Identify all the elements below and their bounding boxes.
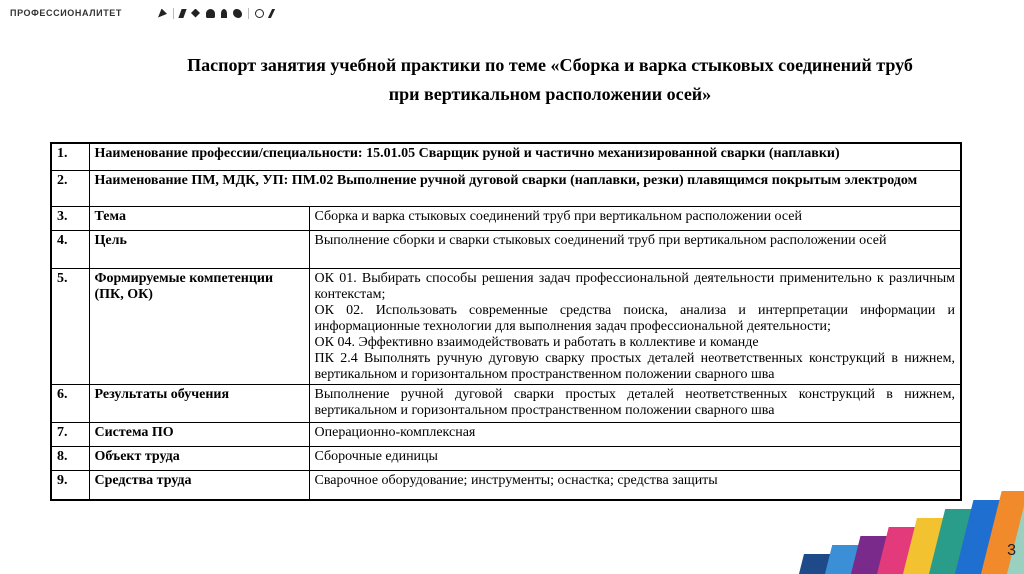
logo-icons xyxy=(158,8,273,19)
row-value: Сварочное оборудование; инструменты; оснастка; средства защиты xyxy=(309,470,961,500)
diamond-mark-icon xyxy=(191,9,200,18)
title-line-1: Паспорт занятия учебной практики по теме «Сборка и варка стыковых соединений труб xyxy=(187,55,913,75)
row-number: 3. xyxy=(51,206,89,230)
row-number: 9. xyxy=(51,470,89,500)
row-label: Формируемые компетенции (ПК, ОК) xyxy=(89,268,309,384)
row-value: Выполнение сборки и сварки стыковых соединений труб при вертикальном расположении осей xyxy=(309,230,961,268)
decorative-stripes xyxy=(784,464,1024,574)
row-label: Цель xyxy=(89,230,309,268)
competencies-list xyxy=(309,268,961,384)
passport-table xyxy=(50,142,962,501)
table-row xyxy=(51,268,961,384)
row-number: 5. xyxy=(51,268,89,384)
shield-mark-icon xyxy=(206,9,215,18)
table-row xyxy=(51,206,961,230)
chevron-mark-icon xyxy=(158,9,167,18)
title-line-2: при вертикальном расположении осей» xyxy=(388,84,712,104)
row-label: Средства труда xyxy=(89,470,309,500)
table-row xyxy=(51,170,961,206)
table-row xyxy=(51,422,961,446)
row-value: Операционно-комплексная xyxy=(309,422,961,446)
bell-mark-icon xyxy=(221,9,227,18)
competency-item: ОК 04. Эффективно взаимодействовать и работать в коллективе и команде xyxy=(314,334,759,350)
row-label: Объект труда xyxy=(89,446,309,470)
brand-name: ПРОФЕССИОНАЛИТЕТ xyxy=(10,8,122,18)
competency-item: ОК 01. Выбирать способы решения задач профессиональной деятельности применительно к различным контекстам; xyxy=(314,270,955,302)
row-number: 2. xyxy=(51,170,89,206)
row-label: Тема xyxy=(89,206,309,230)
row-number: 6. xyxy=(51,384,89,422)
slash-mark-icon xyxy=(178,9,186,18)
row-label: Наименование ПМ, МДК, УП: ПМ.02 Выполнение ручной дуговой сварки (наплавки, резки) плавящимся покрытым электродом xyxy=(89,170,961,206)
table-row xyxy=(51,384,961,422)
row-label: Система ПО xyxy=(89,422,309,446)
table-row xyxy=(51,230,961,268)
row-number: 4. xyxy=(51,230,89,268)
top-bar xyxy=(10,6,273,20)
page-number: 3 xyxy=(1007,542,1016,559)
divider xyxy=(173,8,174,19)
leaf-mark-icon xyxy=(233,9,242,18)
competency-item: ОК 02. Использовать современные средства поиска, анализа и интерпретации информации и информационные технологии для выполнения задач профессиональной деятельности; xyxy=(314,302,955,334)
row-number: 1. xyxy=(51,143,89,170)
row-number: 8. xyxy=(51,446,89,470)
divider xyxy=(248,8,249,19)
row-label: Наименование профессии/специальности: 15.01.05 Сварщик руной и частично механизированной сварки (наплавки) xyxy=(89,143,961,170)
competency-item: ПК 2.4 Выполнять ручную дуговую сварку простых деталей неответственных конструкций в нижнем, вертикальном и горизонтальном пространственном положении сварного шва xyxy=(314,350,955,382)
row-label: Результаты обучения xyxy=(89,384,309,422)
table-row xyxy=(51,143,961,170)
row-number: 7. xyxy=(51,422,89,446)
ring-mark-icon xyxy=(255,9,264,18)
stroke-mark-icon xyxy=(268,9,275,18)
row-value: Выполнение ручной дуговой сварки простых деталей неответственных конструкций в нижнем, вертикальном и горизонтальном пространственном положении сварного шва xyxy=(309,384,961,422)
row-value: Сборка и варка стыковых соединений труб при вертикальном расположении осей xyxy=(309,206,961,230)
page-title xyxy=(60,51,1024,109)
row-value: Сборочные единицы xyxy=(309,446,961,470)
